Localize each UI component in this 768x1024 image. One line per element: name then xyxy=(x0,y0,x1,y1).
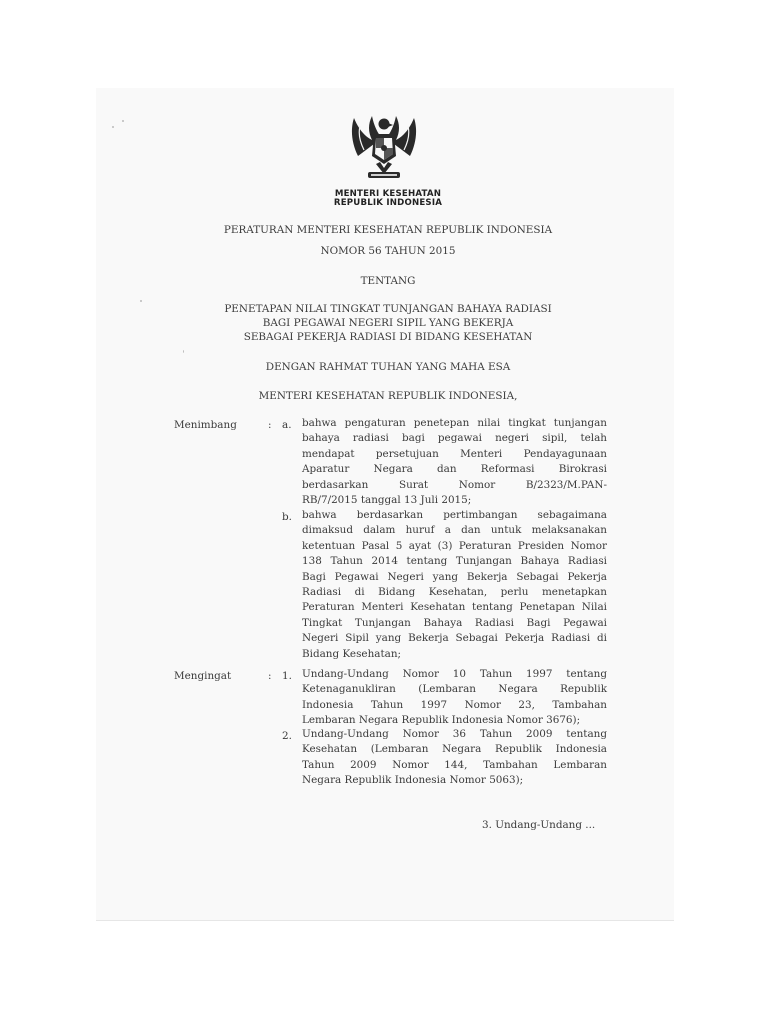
mengingat-marker-2: 2. xyxy=(282,730,292,742)
text-line: Tingkat Tunjangan Bahaya Radiasi Bagi Pegawai xyxy=(302,616,607,629)
text-line: Bagi Pegawai Negeri yang Bekerja Sebagai Pekerja xyxy=(302,570,607,583)
regulation-title: PERATURAN MENTERI KESEHATAN REPUBLIK INDONESIA xyxy=(223,224,553,236)
scan-speck xyxy=(112,126,114,128)
text-line: Ketenaganukliran (Lembaran Negara Republik xyxy=(302,683,607,696)
menimbang-label: Menimbang xyxy=(174,419,237,431)
text-line: berdasarkan Surat Nomor B/2323/M.PAN- xyxy=(302,478,607,491)
grace-line: DENGAN RAHMAT TUHAN YANG MAHA ESA xyxy=(265,361,511,373)
subject-line-3: SEBAGAI PEKERJA RADIASI DI BIDANG KESEHATAN xyxy=(243,331,533,343)
mengingat-item-1 xyxy=(302,667,607,729)
page-continuation: 3. Undang-Undang ... xyxy=(482,819,596,831)
mengingat-item-2 xyxy=(302,727,607,789)
text-line: Radiasi di Bidang Kesehatan, perlu menetapkan xyxy=(302,586,607,599)
text-line: Bidang Kesehatan; xyxy=(302,647,402,660)
text-line: Negeri Sipil yang Bekerja Sebagai Pekerja Radiasi di xyxy=(302,632,607,645)
menimbang-item-a xyxy=(302,416,607,508)
garuda-emblem-icon xyxy=(346,110,422,182)
mengingat-label: Mengingat xyxy=(174,670,232,682)
text-line: Kesehatan (Lembaran Negara Republik Indonesia xyxy=(302,743,607,756)
scan-speck xyxy=(122,120,124,122)
text-line: Undang-Undang Nomor 10 Tahun 1997 tentang xyxy=(302,668,607,680)
issuer-line: MENTERI KESEHATAN REPUBLIK INDONESIA, xyxy=(258,390,518,402)
text-line: ketentuan Pasal 5 ayat (3) Peraturan Presiden Nomor xyxy=(302,539,607,552)
text-line: Peraturan Menteri Kesehatan tentang Penetapan Nilai xyxy=(302,601,607,614)
text-line: Indonesia Tahun 1997 Nomor 23, Tambahan xyxy=(302,698,607,711)
mengingat-marker-1: 1. xyxy=(282,670,292,682)
text-line: Aparatur Negara dan Reformasi Birokrasi xyxy=(302,463,607,476)
scan-speck xyxy=(140,300,142,302)
ministry-line-2: REPUBLIK INDONESIA xyxy=(333,198,443,208)
ministry-line-1: MENTERI KESEHATAN xyxy=(334,189,442,199)
text-line: bahwa berdasarkan pertimbangan sebagaimana xyxy=(302,509,607,521)
text-line: bahwa pengaturan penetepan nilai tingkat tunjangan xyxy=(302,417,607,429)
text-line: RB/7/2015 tanggal 13 Juli 2015; xyxy=(302,494,472,507)
text-line: Negara Republik Indonesia Nomor 5063); xyxy=(302,774,524,787)
regulation-number: NOMOR 56 TAHUN 2015 xyxy=(320,245,456,257)
menimbang-marker-a: a. xyxy=(282,419,292,431)
text-line: Undang-Undang Nomor 36 Tahun 2009 tentang xyxy=(302,728,607,740)
menimbang-marker-b: b. xyxy=(282,511,292,523)
text-line: 138 Tahun 2014 tentang Tunjangan Bahaya Radiasi xyxy=(302,555,607,568)
text-line: bahaya radiasi bagi pegawai negeri sipil, telah xyxy=(302,432,607,445)
scan-speck xyxy=(183,350,184,353)
text-line: dimaksud dalam huruf a dan untuk melaksanakan xyxy=(302,524,607,537)
text-line: Tahun 2009 Nomor 144, Tambahan Lembaran xyxy=(302,758,607,771)
menimbang-item-b xyxy=(302,508,607,662)
about-heading: TENTANG xyxy=(360,275,416,287)
menimbang-colon: : xyxy=(268,419,272,431)
text-line: mendapat persetujuan Menteri Pendayagunaan xyxy=(302,447,607,460)
subject-line-1: PENETAPAN NILAI TINGKAT TUNJANGAN BAHAYA RADIASI xyxy=(224,303,552,315)
mengingat-colon: : xyxy=(268,670,272,682)
text-line: Lembaran Negara Republik Indonesia Nomor 3676); xyxy=(302,714,581,727)
subject-line-2: BAGI PEGAWAI NEGERI SIPIL YANG BEKERJA xyxy=(262,317,514,329)
